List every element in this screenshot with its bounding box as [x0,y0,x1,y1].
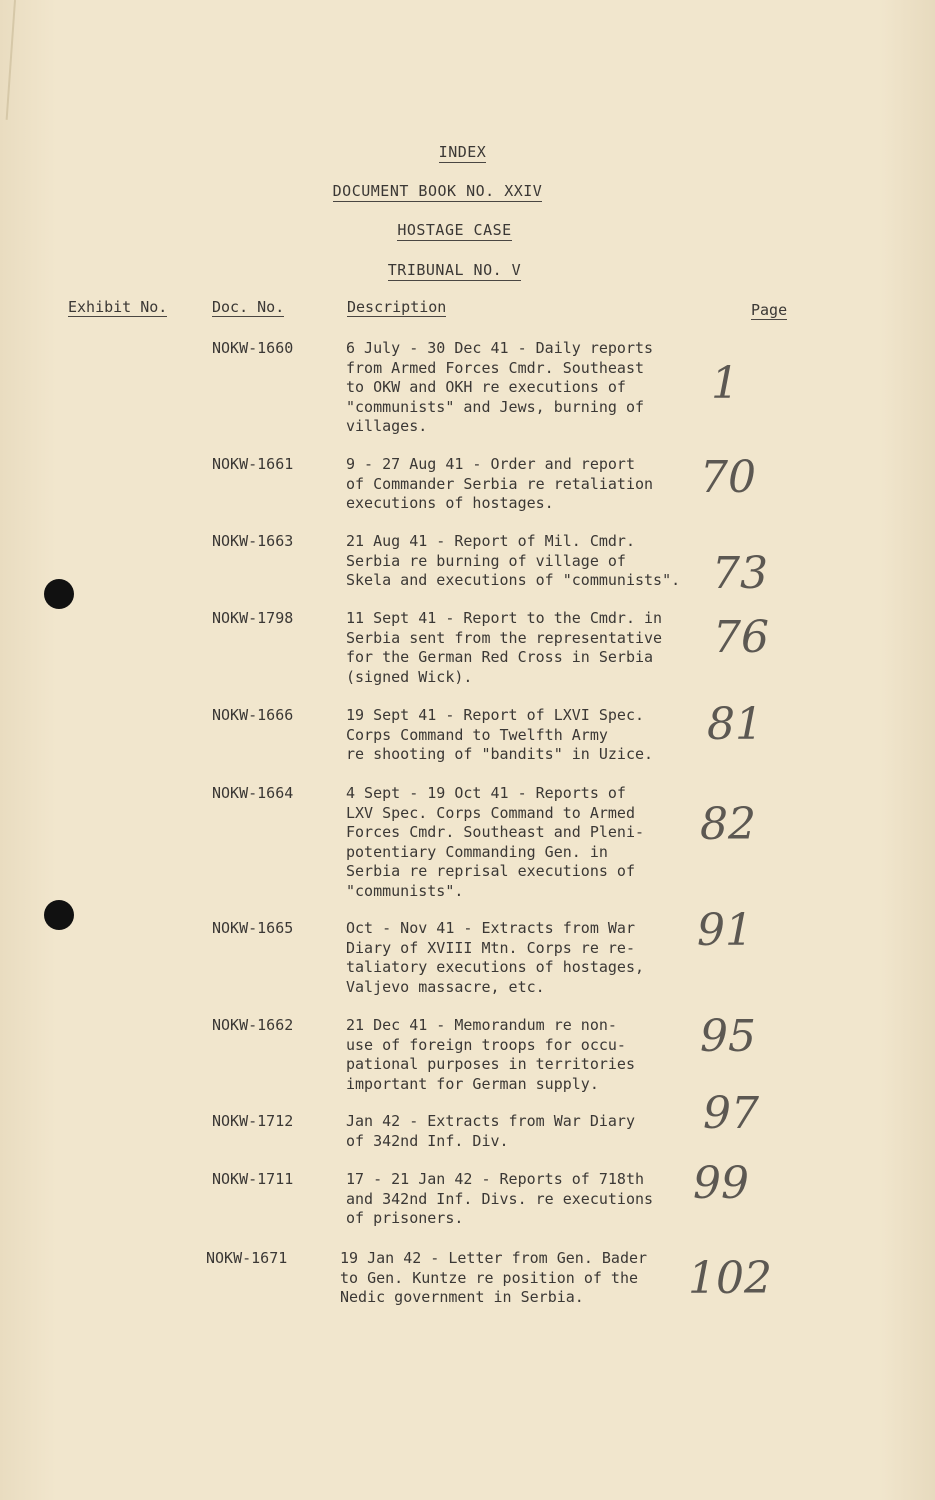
row-doc-number: NOKW-1711 [212,1170,294,1188]
row-page-number: 82 [700,799,756,850]
row-description: Oct - Nov 41 - Extracts from War Diary of XVIII Mtn. Corps re re- taliatory executions of hostages, Valjevo massacre, etc. [346,919,645,996]
case-title: HOSTAGE CASE [397,221,512,239]
column-header-exhibit: Exhibit No. [68,298,168,316]
row-description: 6 July - 30 Dec 41 - Daily reports from Armed Forces Cmdr. Southeast to OKW and OKH re executions of "communists" and Jews, burning of villages. [346,339,654,435]
row-page-number: 95 [700,1011,756,1062]
row-description: 21 Aug 41 - Report of Mil. Cmdr. Serbia re burning of village of Skela and executions of "communists". [346,532,681,589]
row-description: Jan 42 - Extracts from War Diary of 342nd Inf. Div. [346,1112,635,1150]
row-page-number: 99 [693,1158,749,1209]
column-header-page: Page [751,301,788,319]
row-description: 4 Sept - 19 Oct 41 - Reports of LXV Spec. Corps Command to Armed Forces Cmdr. Southeast and Pleni- potentiary Commanding Gen. in Serbia re reprisal executions of "communists". [346,784,645,900]
row-description: 21 Dec 41 - Memorandum re non- use of foreign troops for occu- pational purposes in territories important for German supply. [346,1016,635,1093]
column-header-doc: Doc. No. [212,298,285,316]
column-header-description: Description [347,298,447,316]
row-description: 19 Sept 41 - Report of LXVI Spec. Corps Command to Twelfth Army re shooting of "bandits" in Uzice. [346,706,654,763]
row-doc-number: NOKW-1661 [212,455,294,473]
row-page-number: 91 [697,905,753,956]
row-description: 9 - 27 Aug 41 - Order and report of Commander Serbia re retaliation executions of hostages. [346,455,654,512]
row-doc-number: NOKW-1712 [212,1112,294,1130]
row-doc-number: NOKW-1666 [212,706,294,724]
row-doc-number: NOKW-1798 [212,609,294,627]
row-page-number: 81 [707,699,763,750]
row-description: 19 Jan 42 - Letter from Gen. Bader to Gen. Kuntze re position of the Nedic government in Serbia. [340,1249,648,1306]
tribunal-title: TRIBUNAL NO. V [387,261,522,279]
row-page-number: 1 [711,358,739,409]
index-title: INDEX [438,143,487,161]
punch-hole-top [44,579,74,609]
row-page-number: 73 [712,548,768,599]
row-description: 17 - 21 Jan 42 - Reports of 718th and 342nd Inf. Divs. re executions of prisoners. [346,1170,654,1227]
punch-hole-bottom [44,900,74,930]
row-page-number: 76 [713,612,769,663]
row-description: 11 Sept 41 - Report to the Cmdr. in Serbia sent from the representative for the German Red Cross in Serbia (signed Wick). [346,609,663,686]
paper-edge-line [6,0,16,120]
row-doc-number: NOKW-1660 [212,339,294,357]
row-doc-number: NOKW-1664 [212,784,294,802]
document-book-title: DOCUMENT BOOK NO. XXIV [332,182,543,200]
row-doc-number: NOKW-1671 [206,1249,288,1267]
row-page-number: 102 [688,1253,772,1304]
row-doc-number: NOKW-1663 [212,532,294,550]
row-doc-number: NOKW-1665 [212,919,294,937]
row-page-number: 70 [700,452,756,503]
row-doc-number: NOKW-1662 [212,1016,294,1034]
row-page-number: 97 [703,1088,759,1139]
